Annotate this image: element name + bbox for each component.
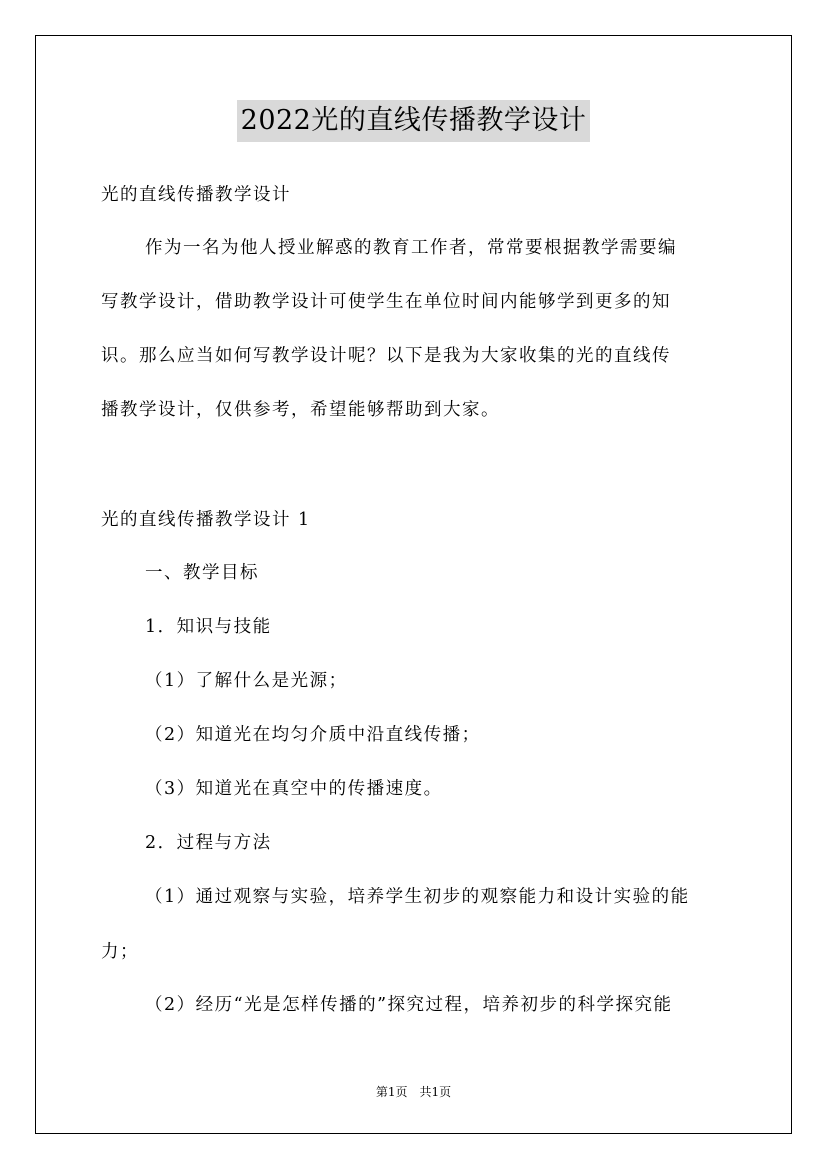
objectives-heading: 一、教学目标 xyxy=(145,563,259,583)
knowledge-item-2: （2）知道光在均匀介质中沿直线传播； xyxy=(145,725,481,745)
document-title: 2022光的直线传播教学设计 xyxy=(237,100,591,142)
process-line-3: （2）经历“光是怎样传播的”探究过程，培养初步的科学探究能 xyxy=(145,995,673,1015)
intro-line-3: 识。那么应当如何写教学设计呢？以下是我为大家收集的光的直线传 xyxy=(101,346,671,366)
process-line-2: 力； xyxy=(101,942,139,962)
process-line-1: （1）通过观察与实验，培养学生初步的观察能力和设计实验的能 xyxy=(145,887,690,907)
process-heading: 2．过程与方法 xyxy=(145,833,272,853)
title-container xyxy=(0,100,827,142)
knowledge-item-3: （3）知道光在真空中的传播速度。 xyxy=(145,779,443,799)
section-heading: 光的直线传播教学设计 1 xyxy=(101,510,311,530)
knowledge-heading: 1．知识与技能 xyxy=(145,617,272,637)
knowledge-item-1: （1）了解什么是光源； xyxy=(145,671,348,691)
intro-line-1: 作为一名为他人授业解惑的教育工作者，常常要根据教学需要编 xyxy=(145,238,677,258)
intro-line-4: 播教学设计，仅供参考，希望能够帮助到大家。 xyxy=(101,400,500,420)
document-subtitle: 光的直线传播教学设计 xyxy=(101,185,291,205)
page-footer: 第1页 共1页 xyxy=(375,1085,452,1099)
intro-line-2: 写教学设计，借助教学设计可使学生在单位时间内能够学到更多的知 xyxy=(101,292,671,312)
